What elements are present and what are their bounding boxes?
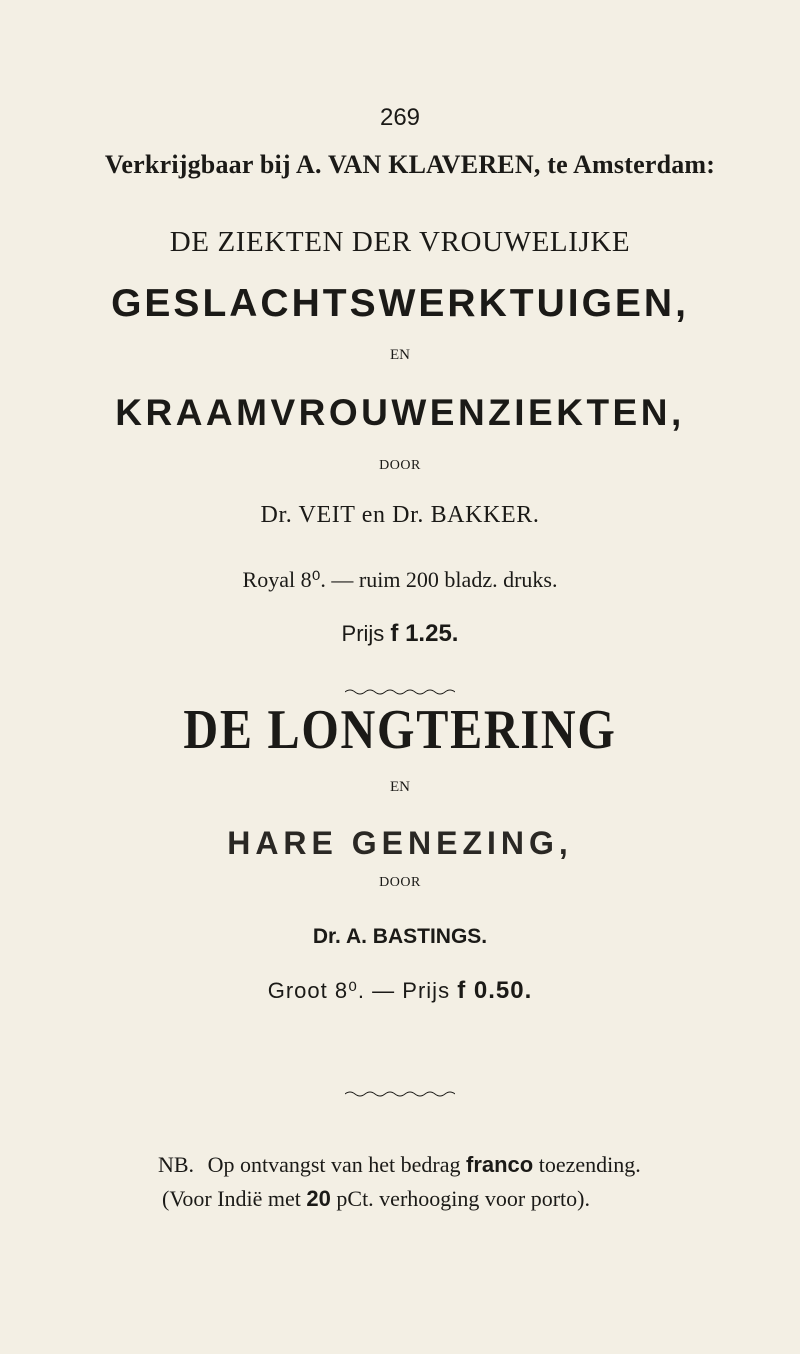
note-line1-before: Op ontvangst van het bedrag — [207, 1152, 461, 1177]
note-line2 — [162, 1186, 590, 1212]
note-line2-after: pCt. verhooging voor porto). — [336, 1186, 590, 1211]
book2-price: f 0.50. — [457, 977, 533, 1004]
book1-conjunction: EN — [390, 347, 410, 363]
book2-title-line1: DE LONGTERING — [183, 699, 617, 761]
book2-title-line2: HARE GENEZING, — [227, 825, 573, 861]
book2-authors: Dr. A. BASTINGS. — [312, 925, 488, 948]
book2-format: Groot 8⁰. — [267, 978, 366, 1003]
note-line1 — [158, 1152, 641, 1178]
ornament-divider — [0, 681, 800, 689]
book2-price-label: Prijs — [402, 978, 451, 1003]
note-line1-after: toezending. — [538, 1152, 641, 1177]
book2-conjunction: EN — [390, 779, 410, 795]
note-label: NB. — [158, 1152, 195, 1177]
book1-price-line — [0, 620, 800, 648]
page-number: 269 — [379, 104, 421, 131]
book1-authors: Dr. VEIT en Dr. BAKKER. — [260, 502, 540, 528]
book1-by: DOOR — [379, 458, 421, 473]
ornament-divider — [0, 1083, 800, 1091]
book1-title-line2: GESLACHTSWERKTUIGEN, — [111, 282, 689, 325]
book2-by: DOOR — [379, 875, 421, 890]
book1-title-line3: KRAAMVROUWENZIEKTEN, — [115, 392, 685, 433]
book2-dash: — — [372, 978, 396, 1003]
book1-format: Royal 8⁰. — ruim 200 bladz. druks. — [242, 567, 558, 592]
note-line1-emphasis: franco — [466, 1152, 534, 1177]
book1-price: f 1.25. — [390, 620, 459, 647]
availability-notice: Verkrijgbaar bij A. VAN KLAVEREN, te Amsterdam: — [104, 150, 716, 179]
note-line2-emphasis: 20 — [306, 1186, 331, 1211]
book2-price-line — [0, 977, 800, 1005]
book1-price-label: Prijs — [341, 621, 385, 646]
note-line2-before: (Voor Indië met — [162, 1186, 301, 1211]
book1-title-line1: DE ZIEKTEN DER VROUWELIJKE — [169, 226, 631, 258]
